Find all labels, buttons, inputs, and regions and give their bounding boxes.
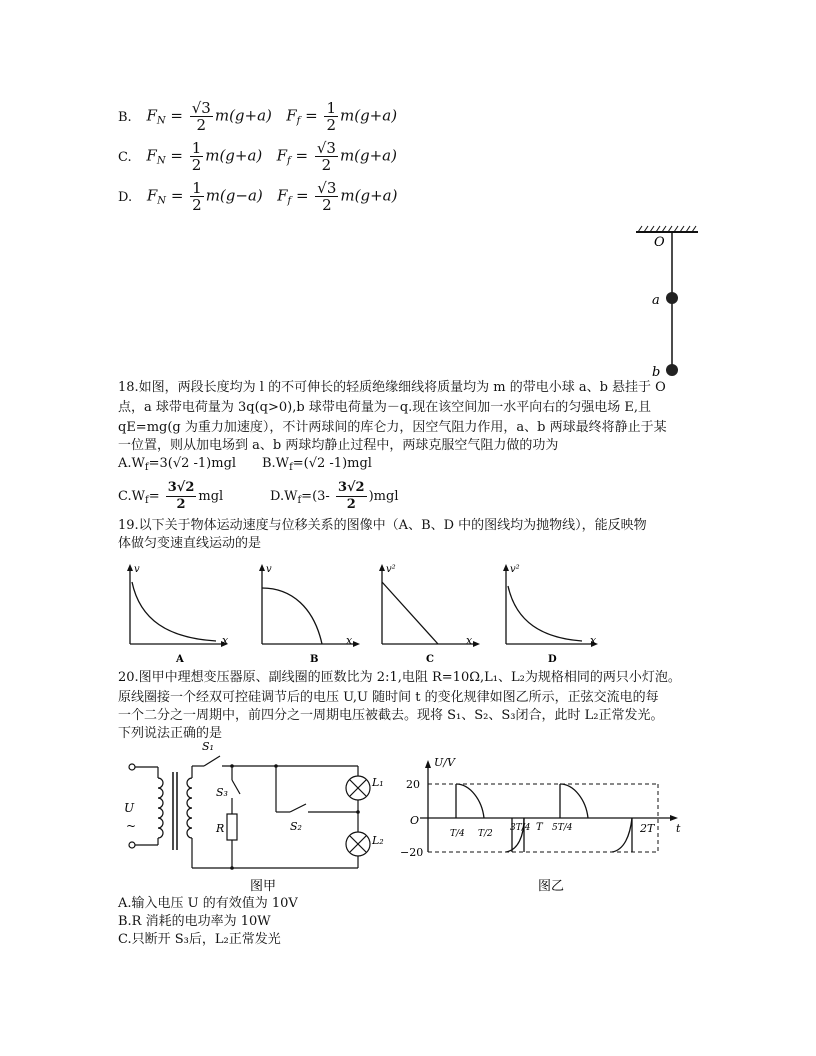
q18-line-4: 一位置，则从加电场到 a、b 两球均静止过程中，两球克服空气阻力做的功为 (118, 438, 559, 453)
q18-option-c: $C.W_f=$ $\frac{3√2}{2}$ mgl (118, 480, 224, 512)
option-c: C. $F_N$ = $\frac{1}{2}$ m(g+a) $F_f$ = $\frac{√3}{2}$ m(g+a) (118, 139, 397, 174)
svg-text:3T/4: 3T/4 (510, 823, 531, 833)
svg-text:S₃: S₃ (216, 786, 228, 799)
svg-text:T/4: T/4 (450, 829, 465, 839)
svg-text:B: B (310, 654, 319, 665)
q20-option-c: C.只断开 S₃后，L₂正常发光 (118, 932, 281, 947)
pendulum-figure (630, 224, 702, 384)
ball-b (666, 364, 678, 376)
q20-option-b: B.R 消耗的电功率为 10W (118, 914, 271, 929)
option-d: D. $F_N$ = $\frac{1}{2}$ m(g−a) $F_f$ = $\frac{√3}{2}$ m(g+a) (118, 179, 398, 214)
q20-line-1: 20.图甲中理想变压器原、副线圈的匝数比为 2:1,电阻 R=10Ω,L₁、L₂为规格相同的两只小灯泡。 (118, 670, 681, 685)
q20-line-4: 下列说法正确的是 (118, 726, 223, 741)
graph-b (250, 560, 368, 666)
circuit-diagram (118, 742, 394, 894)
q18-option-d: $D.W_f=(3-$ $\frac{3√2}{2}$ )mgl (270, 480, 399, 512)
svg-text:t: t (676, 822, 681, 835)
svg-text:O: O (410, 814, 420, 827)
fraction: $\frac{1}{2}$ (192, 179, 202, 214)
q20-option-a: A.输入电压 U 的有效值为 10V (118, 896, 298, 911)
q18-line-1: 18.如图，两段长度均为 l 的不可伸长的轻质绝缘细线将质量均为 m 的带电小球 a、b 悬挂于 O (118, 380, 666, 395)
option-label: B. (118, 109, 132, 125)
svg-text:A: A (176, 654, 184, 665)
svg-text:U: U (124, 801, 135, 815)
svg-text:−20: −20 (400, 846, 424, 859)
svg-text:S₂: S₂ (290, 820, 302, 833)
svg-text:v: v (266, 564, 272, 575)
svg-text:R: R (216, 822, 225, 835)
graph-a (118, 560, 236, 666)
label-o: O (654, 235, 665, 250)
svg-text:x: x (590, 634, 597, 647)
option-label: C. (118, 149, 132, 165)
option-label: D. (118, 189, 133, 205)
svg-text:x: x (346, 634, 353, 647)
label-b: b (652, 365, 661, 380)
svg-text:20: 20 (406, 778, 420, 791)
graph-d (494, 560, 612, 666)
fraction: $\frac{1}{2}$ (326, 99, 336, 134)
q18-option-b: $B.W_f=(√2$ -1)mgl (262, 456, 372, 473)
svg-text:图甲: 图甲 (250, 879, 277, 894)
svg-text:S₁: S₁ (202, 742, 214, 753)
svg-text:图乙: 图乙 (538, 879, 565, 894)
fraction: $\frac{1}{2}$ (191, 139, 202, 174)
svg-text:v²: v² (510, 564, 520, 575)
svg-text:T/2: T/2 (478, 829, 493, 839)
svg-text:L₂: L₂ (372, 834, 384, 847)
svg-text:D: D (548, 654, 557, 665)
q18-line-3: qE=mg(g 为重力加速度），不计两球间的库仑力，因空气阻力作用，a、b 两球最终将静止于某 (118, 420, 667, 435)
svg-text:x: x (222, 634, 229, 647)
q18-option-a: $A.W_f=3(√2$ -1)mgl (118, 456, 237, 473)
svg-text:U/V: U/V (434, 756, 455, 769)
svg-text:5T/4: 5T/4 (552, 823, 573, 833)
option-b: B. $F_N$ = $\frac{√3}{2}$ m(g+a) $F_f$ = $\frac{1}{2}$ m(g+a) (118, 99, 398, 134)
fraction: $\frac{√3}{2}$ (191, 99, 211, 134)
svg-text:C: C (426, 654, 434, 665)
ball-a (666, 292, 678, 304)
svg-text:~: ~ (126, 819, 137, 833)
q20-line-2: 原线圈接一个经双可控硅调节后的电压 U,U 随时间 t 的变化规律如图乙所示，正弦交流电的每 (118, 690, 659, 705)
svg-text:v: v (134, 564, 140, 575)
svg-text:v²: v² (386, 564, 396, 575)
graph-c (370, 560, 488, 666)
fraction: $\frac{√3}{2}$ (316, 139, 336, 174)
fraction: $\frac{√3}{2}$ (317, 179, 337, 214)
svg-text:2T: 2T (640, 822, 655, 835)
q18-line-2: 点，a 球带电荷量为 3q(q>0),b 球带电荷量为－q.现在该空间加一水平向右的匀强电场 E,且 (118, 400, 652, 415)
fraction: $\frac{3√2}{2}$ (337, 480, 365, 512)
fraction: $\frac{3√2}{2}$ (167, 480, 195, 512)
label-a: a (652, 293, 660, 308)
q19-line-2: 体做匀变速直线运动的是 (118, 536, 262, 551)
q19-line-1: 19.以下关于物体运动速度与位移关系的图像中（A、B、D 中的图线均为抛物线），能反映物 (118, 518, 647, 533)
svg-text:T: T (536, 822, 543, 833)
q20-line-3: 一个二分之一周期中，前四分之一周期电压被截去。现将 S₁、S₂、S₃闭合，此时 L₂正常发光。 (118, 708, 664, 723)
svg-text:L₁: L₁ (372, 776, 384, 789)
svg-text:x: x (466, 634, 473, 647)
voltage-time-graph (400, 752, 690, 898)
